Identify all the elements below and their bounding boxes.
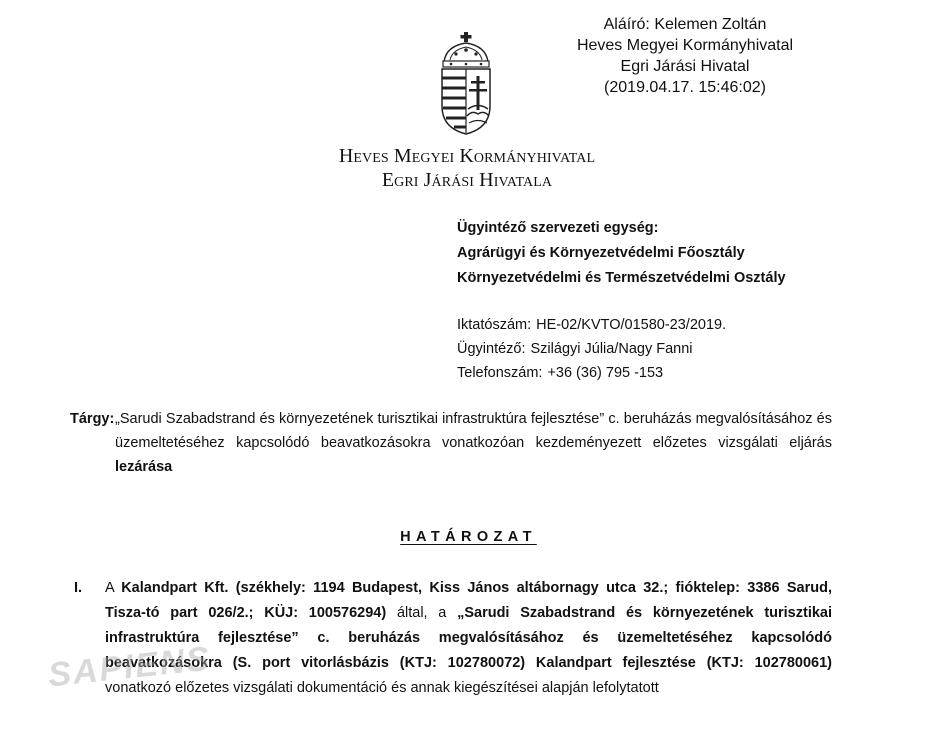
phone-value: +36 (36) 795 -153: [547, 365, 664, 381]
section-one: [70, 576, 832, 701]
unit-department: Agrárügyi és Környezetvédelmi Főosztály: [457, 245, 745, 261]
office-line-county: Heves Megyei Kormányhivatal: [338, 145, 596, 167]
section-text-part: által, a: [396, 605, 447, 621]
applicant-details: Kalandpart Kft. (székhely: 1194 Budapest, Kiss János altábornagy utca 32.; fióktelep: 3386 Sarud, Tisza-tó part 026/2.; KÜJ: 100576294): [105, 580, 832, 621]
watermark-logo: SAPIENS: [46, 639, 213, 695]
organizational-unit-block: [457, 216, 786, 291]
case-officer-value: Szilágyi Júlia/Nagy Fanni: [530, 341, 693, 357]
section-text-part: vonatkozó előzetes vizsgálati dokumentáció és annak kiegészítései alapján lefolytatott: [105, 680, 659, 696]
project-title: „Sarudi Szabadstrand és környezetének turisztikai infrastruktúra fejlesztése” c. beruházás megvalósításához és üzemeltetéséhez kapcsolódó beavatkozásokra (S. port vitorlásbázis (KTJ: 102780072) Kalandpart fejlesztése (KTJ: 102780061): [105, 605, 832, 671]
unit-division: Környezetvédelmi és Természetvédelmi Osztály: [457, 270, 786, 286]
signature-timestamp: (2019.04.17. 15:46:02): [604, 79, 766, 96]
phone-label: Telefonszám:: [457, 365, 543, 381]
issuing-office-name: [300, 144, 634, 192]
case-officer-row: [457, 337, 726, 361]
signer-line: Aláíró: Kelemen Zoltán: [603, 16, 767, 33]
section-one-text: [105, 576, 832, 701]
electronic-signature-block: [540, 14, 830, 98]
subject-text: [115, 407, 832, 479]
signer-department-line: Egri Járási Hivatal: [620, 58, 750, 75]
phone-row: [457, 361, 726, 385]
decision-heading: [0, 529, 937, 545]
reference-info-block: [457, 313, 726, 385]
subject-body: „Sarudi Szabadstrand és környezetének turisztikai infrastruktúra fejlesztése” c. beruházás megvalósításához és üzemeltetéséhez kapcsolódó beavatkozásokra vonatkozóan kezdeményezett előzetes vizsgálati eljárás: [115, 411, 832, 451]
file-number-label: Iktatószám:: [457, 317, 532, 333]
case-officer-label: Ügyintéző:: [457, 341, 526, 357]
coat-of-arms-icon: [436, 32, 496, 136]
subject-block: [70, 407, 832, 479]
unit-label: Ügyintéző szervezeti egység:: [457, 220, 659, 236]
signer-office-line: Heves Megyei Kormányhivatal: [576, 37, 794, 54]
file-number-row: [457, 313, 726, 337]
subject-label: Tárgy:: [70, 411, 115, 427]
section-number: I.: [74, 580, 83, 596]
office-line-district: Egri Járási Hivatala: [381, 169, 553, 191]
decision-heading-text: HATÁROZAT: [400, 529, 537, 545]
file-number-value: HE-02/KVTO/01580-23/2019.: [536, 317, 727, 333]
section-text-part: A: [105, 580, 114, 596]
subject-emphasis: lezárása: [115, 459, 173, 475]
